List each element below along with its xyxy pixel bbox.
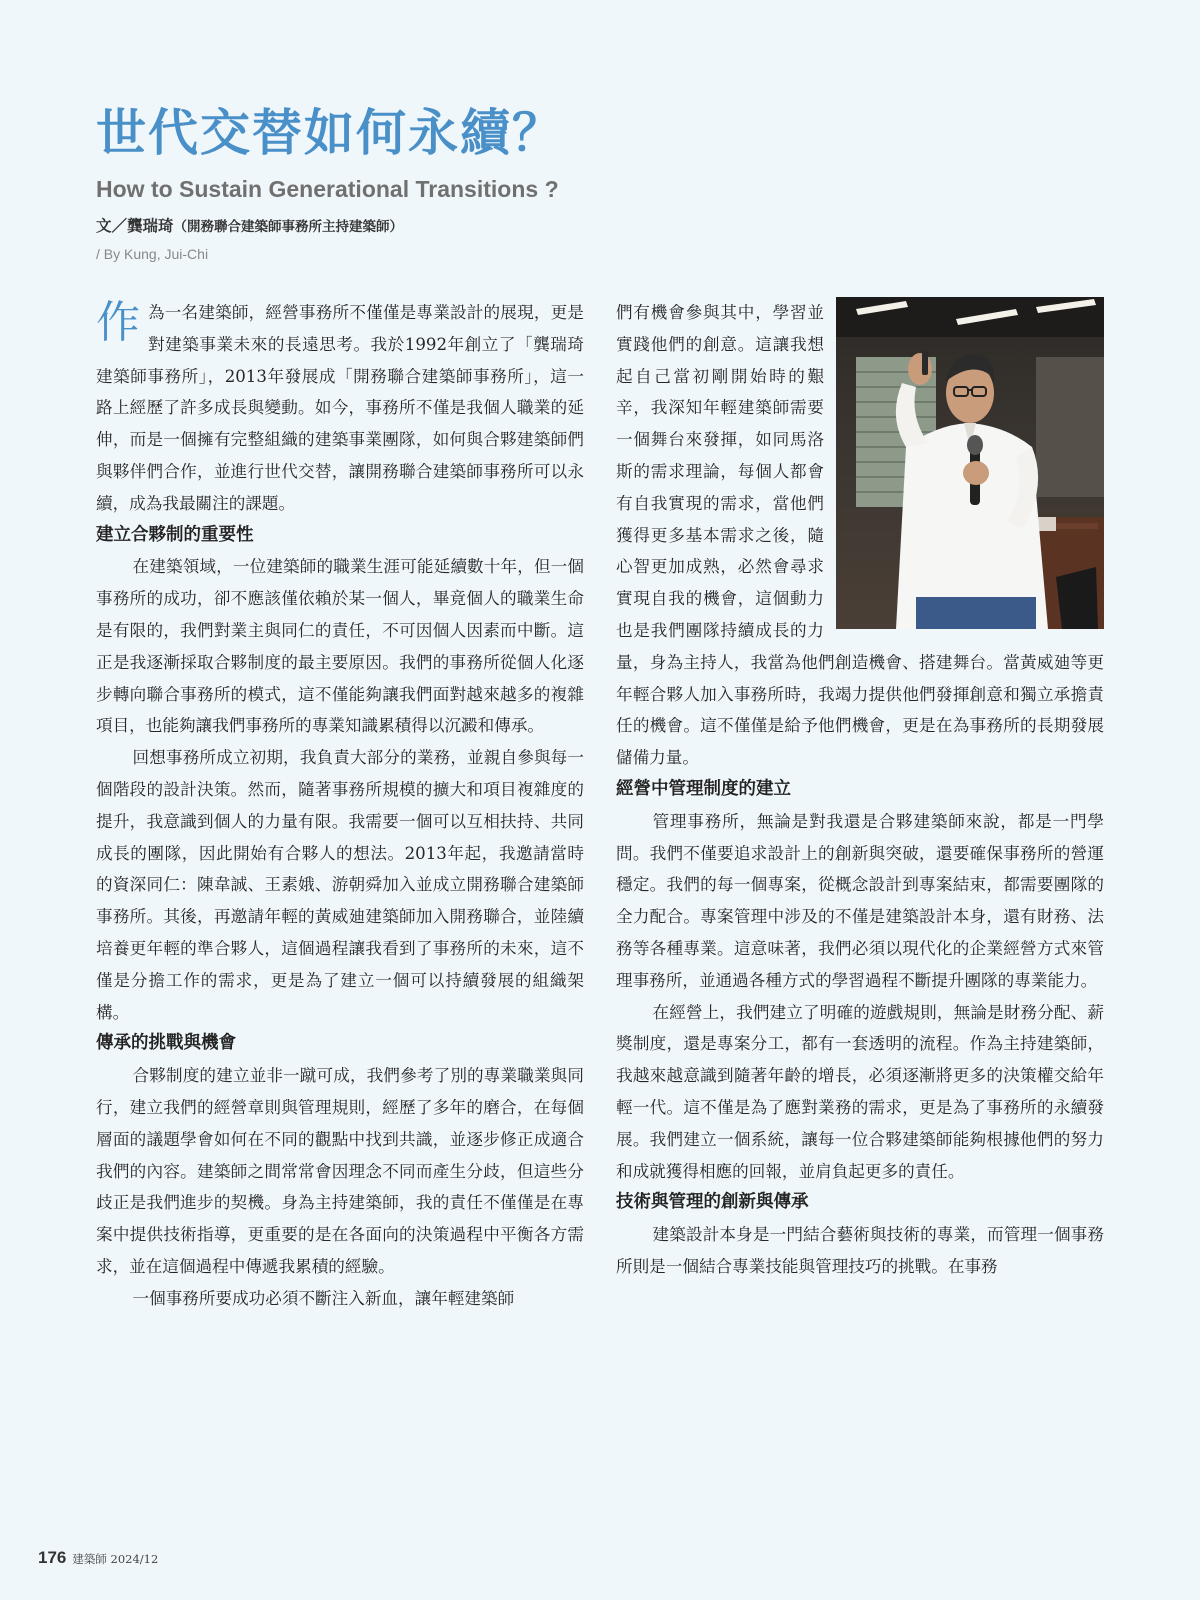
drop-cap: 作 <box>96 297 140 348</box>
magazine-issue: 建築師 2024/12 <box>72 1552 159 1566</box>
section-heading-succession: 傳承的挑戰與機會 <box>96 1033 236 1054</box>
right-column <box>616 297 1104 1283</box>
paragraph: 一個事務所要成功必須不斷注入新血，讓年輕建築師 <box>132 1288 515 1308</box>
article-title: 世代交替如何永續？ <box>96 104 564 162</box>
paragraph: 建築設計本身是一門結合藝術與技術的專業，而管理一個事務所則是一個結合專業技能與管理技巧的挑戰。在事務 <box>616 1225 1104 1276</box>
intro-text: 為一名建築師，經營事務所不僅僅是專業設計的展現，更是對建築事業未來的長遠思考。我於1992年創立了「龔瑞琦建築師事務所」，2013年發展成「開務聯合建築師事務所」，這一路上經歷了許多成長與變動。如今，事務所不僅是我個人職業的延伸，而是一個擁有完整組織的建築事業團隊，如何與合夥建築師們與夥伴們合作，並進行世代交替，讓開務聯合建築師事務所可以永續，成為我最關注的課題。 <box>96 303 584 513</box>
section-heading-innovation: 技術與管理的創新與傳承 <box>616 1192 809 1213</box>
paragraph: 們有機會參與其中，學習並實踐他們的創意。這讓我想起自己當初剛開始時的艱辛，我深知年輕建築師需要一個舞台來發揮，如同馬洛斯的需求理論，每個人都會有自我實現的需求，當他們獲得更多基本需求之後，隨心智更加成熟，必然會尋求實現自我的機會，這個動力也是我們團隊持續成長的力量，身為主持人，我當為他們創造機會、搭建舞台。當黃威廸等更年輕合夥人加入事務所時，我竭力提供他們發揮創意和獨立承擔責任的機會。這不僅僅是給予他們機會，更是在為事務所的長期發展儲備力量。 <box>616 303 1104 768</box>
page-number: 176 <box>38 1548 67 1567</box>
paragraph: 回想事務所成立初期，我負責大部分的業務，並親自參與每一個階段的設計決策。然而，隨著事務所規模的擴大和項目複雜度的提升，我意識到個人的力量有限。我需要一個可以互相扶持、共同成長的團隊，因此開始有合夥人的想法。2013年起，我邀請當時的資深同仁：陳韋誠、王素娥、游朝舜加入並成立開務聯合建築師事務所。其後，再邀請年輕的黃威廸建築師加入開務聯合，並陸續培養更年輕的準合夥人，這個過程讓我看到了事務所的未來，這不僅是分擔工作的需求，更是為了建立一個可以持續發展的組織架構。 <box>96 748 584 1022</box>
paragraph: 在經營上，我們建立了明確的遊戲規則，無論是財務分配、薪獎制度，還是專案分工，都有一套透明的流程。作為主持建築師，我越來越意識到隨著年齡的增長，必須逐漸將更多的決策權交給年輕一代。這不僅是為了應對業務的需求，更是為了事務所的永續發展。我們建立一個系統，讓每一位合夥建築師能夠根據他們的努力和成就獲得相應的回報，並肩負起更多的責任。 <box>616 1002 1104 1181</box>
paragraph: 在建築領域，一位建築師的職業生涯可能延續數十年，但一個事務所的成功，卻不應該僅依賴於某一個人，畢竟個人的職業生命是有限的，我們對業主與同仁的責任，不可因個人因素而中斷。這正是我逐漸採取合夥制度的最主要原因。我們的事務所從個人化逐步轉向聯合事務所的模式，這不僅能夠讓我們面對越來越多的複雜項目，也能夠讓我們事務所的專業知識累積得以沉澱和傳承。 <box>96 557 584 736</box>
author-line <box>96 214 403 236</box>
section-heading-management: 經營中管理制度的建立 <box>616 778 791 799</box>
section-heading-partnership: 建立合夥制的重要性 <box>96 524 254 545</box>
english-byline: / By Kung, Jui-Chi <box>96 246 209 262</box>
intro-paragraph <box>96 297 584 520</box>
author-name: 文／龔瑞琦 <box>96 217 174 235</box>
architect-photo <box>836 297 1104 629</box>
page-footer <box>38 1548 158 1568</box>
left-column <box>96 297 584 1315</box>
author-affiliation: （開務聯合建築師事務所主持建築師） <box>173 219 404 235</box>
paragraph: 合夥制度的建立並非一蹴可成，我們參考了別的專業職業與同行，建立我們的經營章則與管理規則，經歷了多年的磨合，在每個層面的議題學會如何在不同的觀點中找到共識，並逐步修正成適合我們的內容。建築師之間常常會因理念不同而產生分歧，但這些分歧正是我們進步的契機。身為主持建築師，我的責任不僅僅是在專案中提供技術指導，更重要的是在各面向的決策過程中平衡各方需求，並在這個過程中傳遞我累積的經驗。 <box>96 1066 584 1276</box>
paragraph: 管理事務所，無論是對我還是合夥建築師來說，都是一門學問。我們不僅要追求設計上的創新與突破，還要確保事務所的營運穩定。我們的每一個專案，從概念設計到專案結束，都需要團隊的全力配合。專案管理中涉及的不僅是建築設計本身，還有財務、法務等各種專業。這意味著，我們必須以現代化的企業經營方式來管理事務所，並通過各種方式的學習過程不斷提升團隊的專業能力。 <box>616 811 1104 990</box>
article-subtitle: How to Sustain Generational Transitions ? <box>96 176 559 202</box>
speaker-illustration <box>836 297 1104 629</box>
